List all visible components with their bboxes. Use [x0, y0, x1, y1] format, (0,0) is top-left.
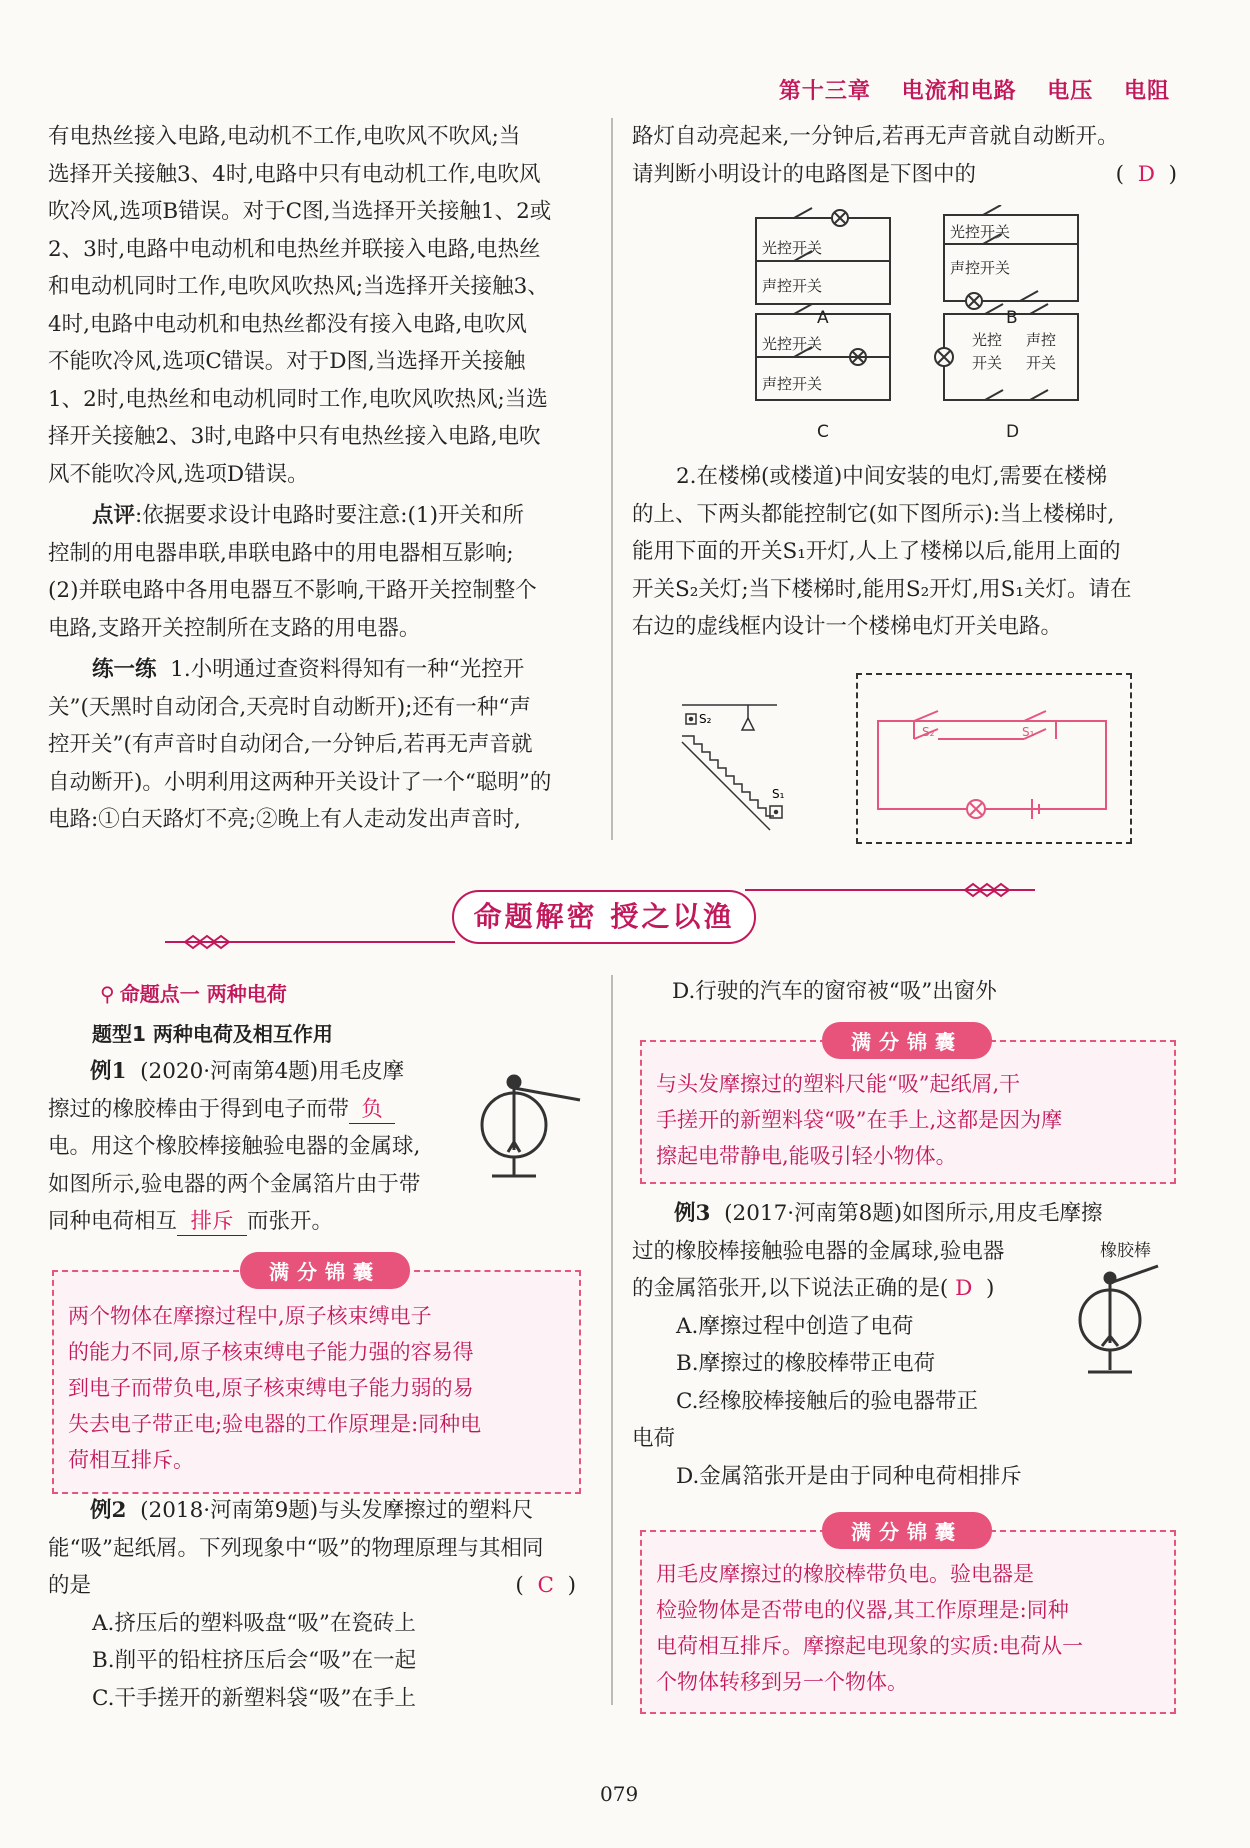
example-1: 例1 (2020·河南第4题)用毛皮摩 擦过的橡胶棒由于得到电子而带 负 电。用这个橡胶棒接触验电器的金属球, 如图所示,验电器的两个金属箔片由于带 同种电荷相互 排斥 而张开。 — [48, 1053, 468, 1241]
text-line: 有电热丝接入电路,电动机不工作,电吹风不吹风;当 — [48, 124, 521, 149]
text-line: 到电子而带负电,原子核束缚电子能力弱的易 — [68, 1376, 474, 1400]
electroscope-figure-1 — [470, 1060, 590, 1190]
option-b: B.摩擦过的橡胶棒带正电荷 — [676, 1351, 936, 1376]
text-line: 开关S₂关灯;当下楼梯时,能用S₂开灯,用S₁关灯。请在 — [632, 576, 1132, 602]
label-sound-switch-b: 声控开关 — [950, 259, 1011, 277]
label-b: B — [1006, 308, 1018, 328]
text-line: 不能吹冷风,选项C错误。对于D图,当选择开关接触 — [48, 349, 526, 374]
electroscope-figure-2 — [1058, 1258, 1178, 1388]
text-line: 检验物体是否带电的仪器,其工作原理是:同种 — [656, 1598, 1069, 1622]
ex1-answer-1: 负 — [349, 1097, 395, 1124]
option-c-cont: 电荷 — [632, 1426, 676, 1451]
tip-box-2: 与头发摩擦过的塑料尺能“吸”起纸屑,干 手搓开的新塑料袋“吸”在手上,这都是因为摩 擦起电带静电,能吸引轻小物体。 — [640, 1040, 1176, 1184]
label-light-switch-b: 光控开关 — [950, 223, 1011, 241]
ex3-answer: D — [955, 1276, 973, 1301]
text-line: 荷相互排斥。 — [68, 1448, 194, 1472]
ex2-option-d: D.行驶的汽车的窗帘被“吸”出窗外 — [672, 979, 997, 1004]
text-line: 关”(天黑时自动闭合,天亮时自动断开);还有一种“声 — [48, 694, 531, 720]
label-c: C — [817, 422, 829, 442]
text-line: 选择开关接触3、4时,电路中只有电动机工作,电吹风 — [48, 161, 541, 187]
text-line: 过的橡胶棒接触验电器的金属球,验电器 — [632, 1238, 1005, 1264]
text-line: 电荷相互排斥。摩擦起电现象的实质:电荷从一 — [656, 1634, 1084, 1658]
page-number: 079 — [600, 1782, 639, 1806]
text-line: 如图所示,验电器的两个金属箔片由于带 — [48, 1171, 421, 1197]
s2-label: S₂ — [699, 712, 712, 726]
ex3-label: 例3 — [674, 1201, 711, 1226]
staircase-figure — [672, 690, 792, 840]
running-header — [757, 74, 1170, 105]
answer-s1: S₁ — [1022, 725, 1035, 739]
question-2-text: 2.在楼梯(或楼道)中间安装的电灯,需要在楼梯 的上、下两头都能控制它(如下图所示):当上楼梯时, 能用下面的开关S₁开灯,人上了楼梯以后,能用上面的 开关S₂关灯;当下楼梯时,能用S₂开灯,用S₁关灯。请在 右边的虚线框内设计一个楼梯电灯开关电路。 — [632, 458, 1177, 646]
magnifier-icon: ⚲ — [100, 982, 115, 1006]
option-a: A.摩擦过程中创造了电荷 — [676, 1313, 914, 1339]
label-d: D — [1006, 422, 1020, 442]
tip-label-1: 满分锦囊 — [240, 1252, 410, 1289]
chapter-number: 第十三章 — [778, 79, 871, 104]
practice-label: 练一练 — [92, 657, 157, 682]
option-c: C.干手搓开的新塑料袋“吸”在手上 — [92, 1685, 417, 1711]
text-line: 1.小明通过查资料得知有一种“光控开 — [156, 657, 525, 682]
example-3: 例3 (2017·河南第8题)如图所示,用皮毛摩擦 过的橡胶棒接触验电器的金属球,验电器 的金属箔张开,以下说法正确的是( D ) A.摩擦过程中创造了电荷 B.摩擦过的橡胶棒带正电荷 C.经橡胶棒接触后的验电器带正 电荷 D.金属箔张开是由于同种电荷相排斥 — [632, 1195, 1177, 1495]
label-light-switch-c: 光控开关 — [762, 335, 823, 353]
right-top-text — [632, 118, 1177, 193]
text-line: 风不能吹冷风,选项D错误。 — [48, 461, 309, 487]
text-line: 能用下面的开关S₁开灯,人上了楼梯以后,能用上面的 — [632, 539, 1121, 564]
text-line: 和电动机同时工作,电吹风吹热风;当选择开关接触3、 — [48, 274, 549, 299]
text-line: 右边的虚线框内设计一个楼梯电灯开关电路。 — [632, 614, 1063, 639]
type-title: 题型1 两种电荷及相互作用 — [92, 1022, 333, 1046]
label-sound-switch-a: 声控开关 — [762, 277, 823, 295]
option-d: D.金属箔张开是由于同种电荷相排斥 — [676, 1463, 1022, 1489]
section-title: 命题解密 授之以渔 — [452, 890, 756, 944]
circuit-options-figure — [740, 205, 1100, 450]
label-a: A — [817, 308, 829, 328]
tip-box-3: 用毛皮摩擦过的橡胶棒带负电。验电器是 检验物体是否带电的仪器,其工作原理是:同种 电荷相互排斥。摩擦起电现象的实质:电荷从一 个物体转移到另一个物体。 — [640, 1530, 1176, 1714]
example-2: 例2 (2018·河南第9题)与头发摩擦过的塑料尺 能“吸”起纸屑。下列现象中“吸”的物理原理与其相同 的是 ( C ) A.挤压后的塑料吸盘“吸”在瓷砖上 B.削平的铅柱挤压后会“吸”在一起 C.干手搓开的新塑料袋“吸”在手上 — [48, 1492, 586, 1717]
label-switch-word-2: 开关 — [1026, 354, 1057, 372]
option-a: A.挤压后的塑料吸盘“吸”在瓷砖上 — [92, 1610, 416, 1636]
label-light-short: 光控 — [972, 331, 1003, 349]
review-label: 点评 — [92, 503, 136, 528]
option-b: B.削平的铅柱挤压后会“吸”在一起 — [92, 1648, 417, 1673]
answer-circuit — [856, 673, 1128, 840]
text-line: 吹冷风,选项B错误。对于C图,当选择开关接触1、2或 — [48, 199, 552, 224]
label-sound-switch-c: 声控开关 — [762, 375, 823, 393]
text-line: 自动断开)。小明利用这两种开关设计了一个“聪明”的 — [48, 769, 552, 795]
label-light-switch-a: 光控开关 — [762, 239, 823, 257]
text-line: 的能力不同,原子核束缚电子能力强的容易得 — [68, 1340, 474, 1364]
text-line: 控开关”(有声音时自动闭合,一分钟后,若再无声音就 — [48, 732, 533, 757]
tip-label-3: 满分锦囊 — [822, 1512, 992, 1549]
left-top-text — [48, 118, 586, 839]
column-divider-bottom — [611, 975, 613, 1705]
chapter-title-1: 电流和电路 — [901, 79, 1017, 104]
text-line: 电。用这个橡胶棒接触验电器的金属球, — [48, 1134, 421, 1159]
ex1-label: 例1 — [90, 1059, 127, 1084]
point-title: ⚲ 命题点一 两种电荷 — [100, 982, 287, 1006]
label-sound-short: 声控 — [1026, 331, 1057, 349]
text-line: 1、2时,电热丝和电动机同时工作,电吹风吹热风;当选 — [48, 386, 548, 412]
text-line: 手搓开的新塑料袋“吸”在手上,这都是因为摩 — [656, 1108, 1063, 1132]
tip-box-1: 两个物体在摩擦过程中,原子核束缚电子 的能力不同,原子核束缚电子能力强的容易得 到电子而带负电,原子核束缚电子能力弱的易 失去电子带正电;验电器的工作原理是:同种电 荷相互排斥。 — [52, 1270, 581, 1494]
question-line: 请判断小明设计的电路图是下图中的 ( D ) — [632, 161, 1177, 187]
ex2-answer: C — [537, 1573, 554, 1598]
text-line: 能“吸”起纸屑。下列现象中“吸”的物理原理与其相同 — [48, 1535, 544, 1561]
text-line: 个物体转移到另一个物体。 — [656, 1670, 908, 1694]
answer-s2: S₂ — [922, 725, 935, 739]
text-line: 择开关接触2、3时,电路中只有电热丝接入电路,电吹 — [48, 424, 541, 449]
label-switch-word-1: 开关 — [972, 354, 1003, 372]
option-c: C.经橡胶棒接触后的验电器带正 — [676, 1388, 979, 1414]
text-line: 的上、下两头都能控制它(如下图所示):当上楼梯时, — [632, 501, 1115, 527]
text-line: 擦起电带静电,能吸引轻小物体。 — [656, 1144, 957, 1168]
column-divider-top — [611, 118, 613, 840]
chapter-title-2: 电压 — [1047, 79, 1094, 104]
text-line: 控制的用电器串联,串联电路中的用电器相互影响; — [48, 540, 514, 566]
text-line: 电路:①白天路灯不亮;②晚上有人走动发出声音时, — [48, 807, 521, 832]
text-line: :依据要求设计电路时要注意:(1)开关和所 — [135, 503, 524, 528]
ex2-label: 例2 — [90, 1498, 127, 1523]
rod-label: 橡胶棒 — [1100, 1241, 1151, 1261]
ex1-answer-2: 排斥 — [177, 1209, 247, 1236]
answer-q1: D — [1137, 161, 1155, 187]
text-line: 电路,支路开关控制所在支路的用电器。 — [48, 615, 421, 641]
text-line: 4时,电路中电动机和电热丝都没有接入电路,电吹风 — [48, 311, 527, 337]
text-line: (2)并联电路中各用电器互不影响,干路开关控制整个 — [48, 578, 537, 603]
text-line: 失去电子带正电;验电器的工作原理是:同种电 — [68, 1412, 482, 1436]
chapter-title-3: 电阻 — [1123, 79, 1170, 104]
tip-label-2: 满分锦囊 — [822, 1022, 992, 1059]
s1-label: S₁ — [772, 787, 785, 801]
text-line: 2、3时,电路中电动机和电热丝并联接入电路,电热丝 — [48, 236, 541, 262]
text-line: 路灯自动亮起来,一分钟后,若再无声音就自动断开。 — [632, 124, 1119, 149]
